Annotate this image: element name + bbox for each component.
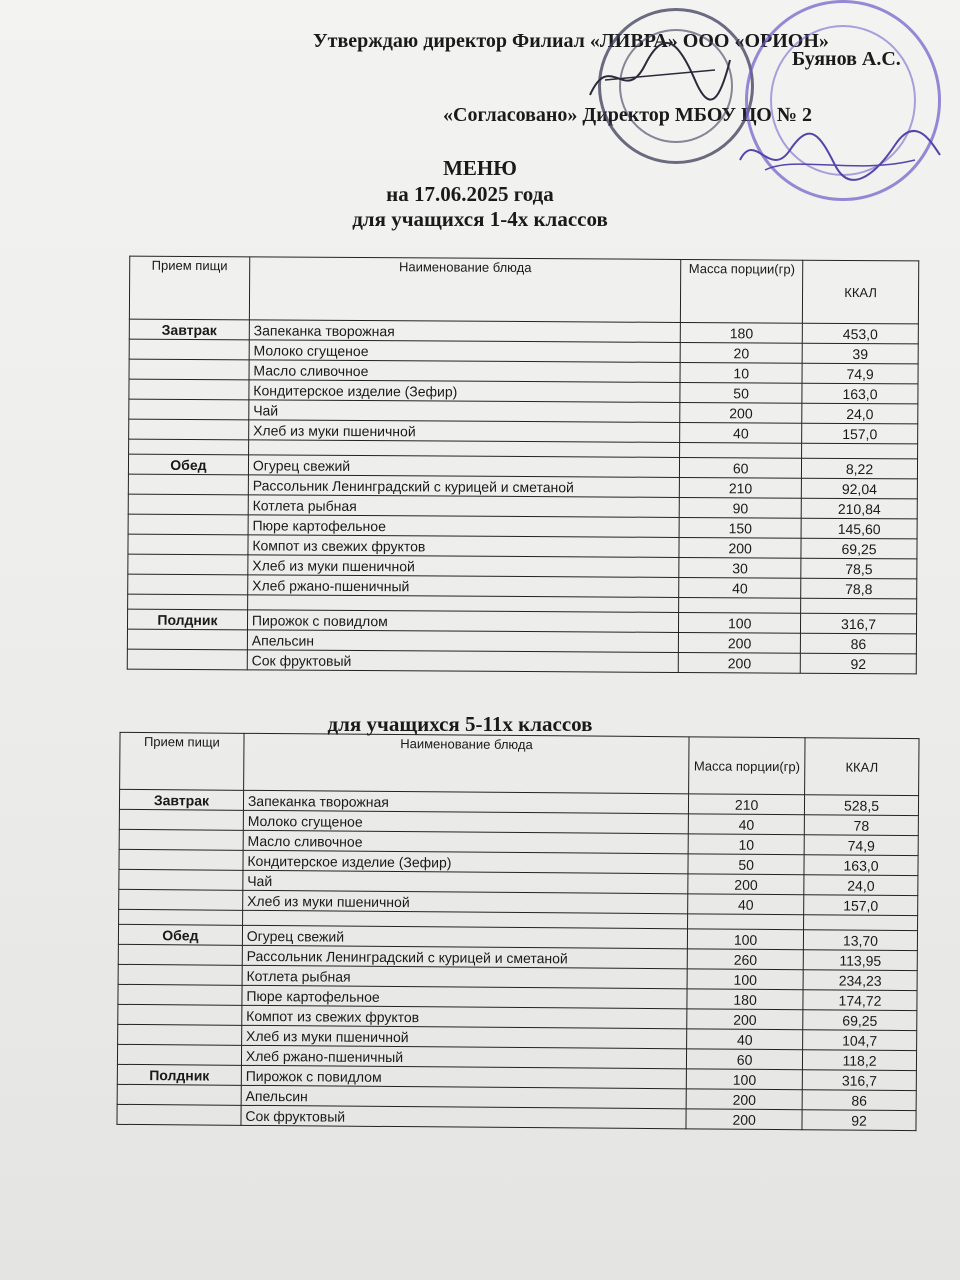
section-breakfast xyxy=(129,319,919,444)
calories: 39 xyxy=(802,343,918,364)
group2-title: для учащихся 5-11х классов xyxy=(327,712,593,736)
calories: 316,7 xyxy=(801,613,917,634)
section-lunch xyxy=(128,454,918,599)
calories: 157,0 xyxy=(804,895,918,916)
col-header-mass: Масса порции(гр) xyxy=(681,259,803,323)
calories: 118,2 xyxy=(803,1050,917,1071)
calories: 104,7 xyxy=(803,1030,917,1051)
calories: 453,0 xyxy=(802,323,918,344)
meal-cell xyxy=(128,574,248,595)
dish-name: Компот из свежих фруктов xyxy=(242,1005,687,1028)
meal-cell xyxy=(129,419,249,440)
dish-name: Апельсин xyxy=(241,1085,686,1108)
col-header-kcal: ККАЛ xyxy=(805,738,919,796)
portion-mass: 200 xyxy=(679,632,801,653)
approval-line: Утверждаю директор Филиал «ЛИВРА» ООО «ОРИОН» xyxy=(313,30,829,52)
col-header-dish: Наименование блюда xyxy=(249,257,681,323)
group1-title: для учащихся 1-4х классов xyxy=(352,207,608,231)
calories: 69,25 xyxy=(803,1010,917,1031)
portion-mass: 100 xyxy=(679,612,801,633)
dish-name: Масло сливочное xyxy=(243,830,688,853)
portion-mass: 50 xyxy=(680,382,802,403)
dish-name: Пирожок с повидлом xyxy=(247,610,678,633)
calories: 163,0 xyxy=(802,383,918,404)
meal-label: Завтрак xyxy=(129,319,249,340)
portion-mass: 100 xyxy=(688,929,804,950)
calories: 24,0 xyxy=(804,875,918,896)
meal-cell xyxy=(129,359,249,380)
meal-cell xyxy=(117,1104,241,1125)
meal-cell xyxy=(119,849,243,870)
calories: 234,23 xyxy=(803,970,917,991)
calories: 86 xyxy=(802,1090,916,1111)
dish-name: Хлеб из муки пшеничной xyxy=(249,420,680,443)
dish-name: Апельсин xyxy=(247,630,678,653)
calories: 74,9 xyxy=(804,835,918,856)
col-header-meal: Прием пищи xyxy=(129,256,249,320)
dish-name: Кондитерское изделие (Зефир) xyxy=(249,380,680,403)
dish-name: Пирожок с повидлом xyxy=(241,1065,686,1088)
portion-mass: 60 xyxy=(687,1049,803,1070)
calories: 528,5 xyxy=(805,795,919,816)
portion-mass: 200 xyxy=(688,874,804,895)
meal-cell xyxy=(118,1004,242,1025)
meal-cell xyxy=(129,339,249,360)
dish-name: Огурец свежий xyxy=(248,455,679,478)
dish-name: Огурец свежий xyxy=(242,925,687,948)
dish-name: Хлеб из муки пшеничной xyxy=(241,1025,686,1048)
section-breakfast xyxy=(119,789,919,915)
dish-name: Кондитерское изделие (Зефир) xyxy=(243,850,688,873)
portion-mass: 200 xyxy=(686,1089,802,1110)
portion-mass: 180 xyxy=(687,989,803,1010)
portion-mass: 150 xyxy=(679,517,801,538)
calories: 8,22 xyxy=(802,458,918,479)
section-lunch xyxy=(117,924,917,1070)
agreement-line: «Согласовано» Директор МБОУ ЦО № 2 xyxy=(443,104,812,126)
dish-name: Хлеб ржано-пшеничный xyxy=(248,575,679,598)
meal-cell xyxy=(117,1044,241,1065)
meal-cell xyxy=(129,379,249,400)
portion-mass: 200 xyxy=(686,1109,802,1130)
portion-mass: 200 xyxy=(687,1009,803,1030)
portion-mass: 260 xyxy=(687,949,803,970)
menu-title: МЕНЮ xyxy=(443,156,517,180)
dish-name: Молоко сгущеное xyxy=(249,340,680,363)
dish-name: Пюре картофельное xyxy=(242,985,687,1008)
portion-mass: 60 xyxy=(680,457,802,478)
dish-name: Сок фруктовый xyxy=(247,650,678,673)
dish-name: Чай xyxy=(243,870,688,893)
calories: 92,04 xyxy=(801,478,917,499)
portion-mass: 50 xyxy=(688,854,804,875)
col-header-dish: Наименование блюда xyxy=(243,733,689,793)
meal-cell xyxy=(127,629,247,650)
col-header-mass: Масса порции(гр) xyxy=(689,737,805,795)
meal-cell xyxy=(119,809,243,830)
calories: 113,95 xyxy=(803,950,917,971)
portion-mass: 20 xyxy=(680,342,802,363)
portion-mass: 100 xyxy=(687,969,803,990)
portion-mass: 100 xyxy=(686,1069,802,1090)
meal-label: Обед xyxy=(128,454,248,475)
dish-name: Хлеб из муки пшеничной xyxy=(243,890,688,913)
meal-cell xyxy=(128,514,248,535)
calories: 92 xyxy=(802,1110,916,1131)
portion-mass: 40 xyxy=(679,577,801,598)
menu-table-grades-1-4 xyxy=(127,256,920,675)
menu-table-grades-5-11 xyxy=(116,732,919,1131)
meal-label: Завтрак xyxy=(119,789,243,810)
portion-mass: 200 xyxy=(680,402,802,423)
meal-cell xyxy=(119,829,243,850)
meal-cell xyxy=(128,474,248,495)
meal-cell xyxy=(118,964,242,985)
dish-name: Чай xyxy=(249,400,680,423)
calories: 13,70 xyxy=(803,930,917,951)
dish-name: Хлеб из муки пшеничной xyxy=(248,555,679,578)
meal-label: Полдник xyxy=(127,609,247,630)
portion-mass: 40 xyxy=(688,814,804,835)
dish-name: Хлеб ржано-пшеничный xyxy=(241,1045,686,1068)
table-row xyxy=(127,649,916,674)
dish-name: Пюре картофельное xyxy=(248,515,679,538)
meal-label: Обед xyxy=(118,924,242,945)
calories: 92 xyxy=(800,653,916,674)
portion-mass: 200 xyxy=(678,652,800,673)
dish-name: Масло сливочное xyxy=(249,360,680,383)
portion-mass: 10 xyxy=(688,834,804,855)
meal-cell xyxy=(127,649,247,670)
calories: 24,0 xyxy=(802,403,918,424)
section-snack xyxy=(117,1064,916,1130)
portion-mass: 30 xyxy=(679,557,801,578)
portion-mass: 210 xyxy=(680,477,802,498)
calories: 69,25 xyxy=(801,538,917,559)
portion-mass: 210 xyxy=(689,794,805,815)
section-snack xyxy=(127,609,916,674)
portion-mass: 200 xyxy=(679,537,801,558)
dish-name: Котлета рыбная xyxy=(242,965,687,988)
calories: 74,9 xyxy=(802,363,918,384)
dish-name: Котлета рыбная xyxy=(248,495,679,518)
meal-cell xyxy=(129,399,249,420)
dish-name: Запеканка творожная xyxy=(243,790,688,813)
calories: 157,0 xyxy=(802,423,918,444)
portion-mass: 180 xyxy=(680,322,802,343)
portion-mass: 90 xyxy=(679,497,801,518)
meal-cell xyxy=(128,554,248,575)
meal-cell xyxy=(118,1024,242,1045)
menu-date: на 17.06.2025 года xyxy=(386,182,554,206)
dish-name: Сок фруктовый xyxy=(241,1105,686,1128)
dish-name: Компот из свежих фруктов xyxy=(248,535,679,558)
meal-cell xyxy=(117,1084,241,1105)
calories: 78 xyxy=(804,815,918,836)
portion-mass: 40 xyxy=(680,422,802,443)
meal-label: Полдник xyxy=(117,1064,241,1085)
calories: 78,5 xyxy=(801,558,917,579)
meal-cell xyxy=(118,984,242,1005)
calories: 163,0 xyxy=(804,855,918,876)
meal-cell xyxy=(119,869,243,890)
dish-name: Запеканка творожная xyxy=(249,320,680,343)
calories: 145,60 xyxy=(801,518,917,539)
calories: 316,7 xyxy=(802,1070,916,1091)
meal-cell xyxy=(118,944,242,965)
dish-name: Молоко сгущеное xyxy=(243,810,688,833)
portion-mass: 40 xyxy=(688,894,804,915)
meal-cell xyxy=(119,889,243,910)
dish-name: Рассольник Ленинградский с курицей и сметаной xyxy=(248,475,679,498)
col-header-meal: Прием пищи xyxy=(120,732,244,790)
calories: 78,8 xyxy=(801,578,917,599)
dish-name: Рассольник Ленинградский с курицей и сметаной xyxy=(242,945,687,968)
meal-cell xyxy=(128,494,248,515)
portion-mass: 10 xyxy=(680,362,802,383)
portion-mass: 40 xyxy=(687,1029,803,1050)
director-signature xyxy=(585,40,735,110)
calories: 174,72 xyxy=(803,990,917,1011)
calories: 86 xyxy=(800,633,916,654)
meal-cell xyxy=(128,534,248,555)
col-header-kcal: ККАЛ xyxy=(802,260,918,324)
calories: 210,84 xyxy=(801,498,917,519)
director-name: Буянов А.С. xyxy=(792,48,901,70)
